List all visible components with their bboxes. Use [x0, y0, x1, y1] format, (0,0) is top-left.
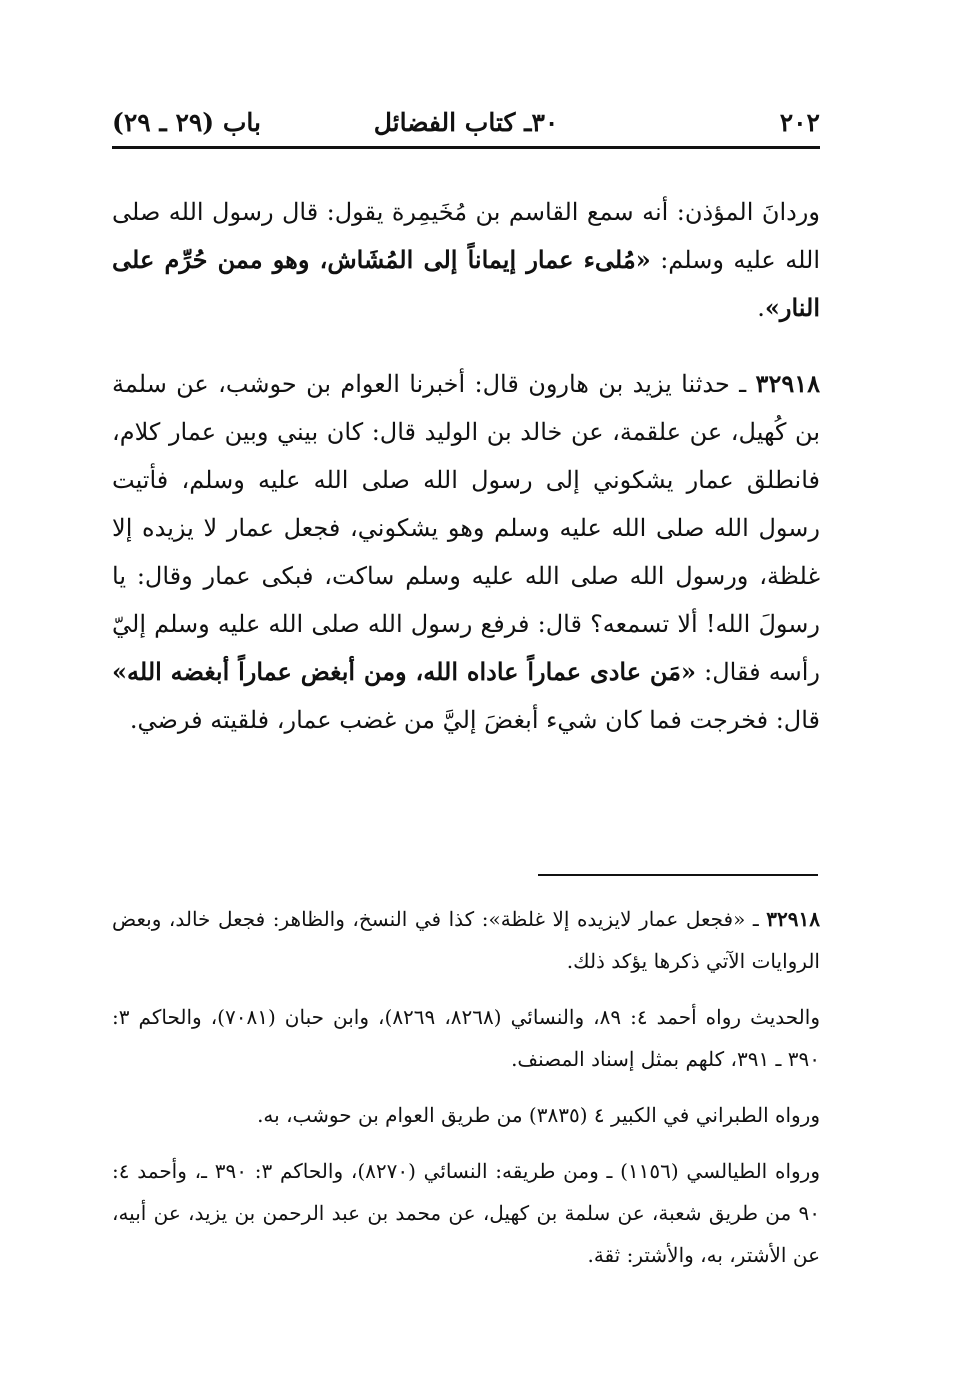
- page-number: ٢٠٢: [779, 108, 820, 137]
- footnotes: [112, 898, 820, 1290]
- footnote-number: ٣٢٩١٨: [766, 907, 820, 931]
- hadith-number: ٣٢٩١٨: [755, 369, 820, 398]
- hadith-text: ـ حدثنا يزيد بن هارون قال: أخبرنا العوام بن حوشب، عن سلمة بن كُهيل، عن علقمة، عن خالد بن الوليد قال: كان بيني وبين عمار كلام، فانطلق عمار يشكوني إلى رسول الله صلى الله عليه وسلم، فأتيت رسول الله صلى الله عليه وسلم وهو يشكوني، فجعل عمار لا يزيده إلا غلظة، ورسول الله صلى الله عليه وسلم ساكت، فبكى عمار وقال: يا رسولَ الله! ألا تسمعه؟ قال: فرفع رسول الله صلى الله عليه وسلم إليّ رأسه فقال:: [112, 370, 820, 686]
- intro-quote: «مُلىء عمار إيماناً إلى المُشَاش، وهو ممن حُرِّم على النار»: [112, 245, 820, 322]
- footnote-rule: [538, 874, 818, 876]
- footnote: [112, 898, 820, 982]
- hadith-paragraph: [112, 360, 820, 744]
- footnote-text: ورواه الطيالسي (١١٥٦) ـ ومن طريقه: النسائي (٨٢٧٠)، والحاكم ٣: ٣٩٠ ـ، وأحمد ٤: ٩٠ من طريق شعبة، عن سلمة بن كهيل، عن محمد بن عبد الرحمن بن يزيد، عن أبيه، عن الأشتر، به، والأشتر: ثقة.: [112, 1159, 820, 1267]
- footnote: [112, 996, 820, 1080]
- footnote: [112, 1094, 820, 1136]
- header-rule: [112, 146, 820, 149]
- footnote: [112, 1150, 820, 1276]
- intro-text: وردانَ المؤذن: أنه سمع القاسم بن مُخَيمِرة يقول: قال رسول الله صلى الله عليه وسلم:: [112, 198, 821, 274]
- main-text: [112, 188, 820, 744]
- intro-paragraph: [112, 188, 820, 332]
- intro-tail: .: [757, 294, 765, 322]
- footnote-text: ورواه الطبراني في الكبير ٤ (٣٨٣٥) من طريق العوام بن حوشب، به.: [257, 1103, 820, 1127]
- hadith-text-end: قال: فخرجت فما كان شيء أبغضَ إليَّ من غضب عمار، فلقيته فرضي.: [129, 706, 820, 734]
- footnote-text: والحديث رواه أحمد ٤: ٨٩، والنسائي (٨٢٦٨، ٨٢٦٩)، وابن حبان (٧٠٨١)، والحاكم ٣: ٣٩٠ ـ ٣٩١، كلهم بمثل إسناد المصنف.: [112, 1005, 820, 1071]
- footnote-text: ـ «فجعل عمار لايزيده إلا غلظة»: كذا في النسخ، والظاهر: فجعل خالد، وبعض الروايات الآتي ذكرها يؤكد ذلك.: [112, 907, 820, 973]
- running-header: [112, 104, 820, 144]
- book-title: ٣٠ـ كتاب الفضائل: [373, 108, 559, 137]
- chapter-reference: باب (٢٩ ـ ٢٩): [112, 108, 261, 137]
- hadith-quote: «مَن عادى عماراً عاداه الله، ومن أبغض عماراً أبغضه الله»: [112, 657, 697, 686]
